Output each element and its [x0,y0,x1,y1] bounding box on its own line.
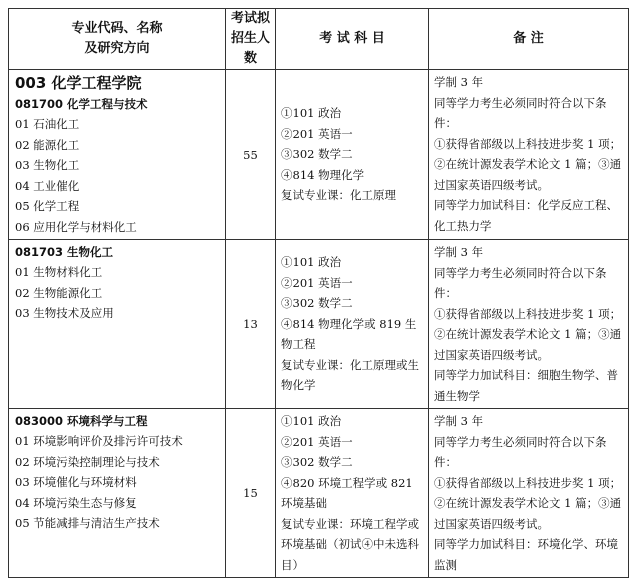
header-quota-line2: 招生人数 [230,31,270,66]
header-quota [226,9,276,70]
header-major-line2: 及研究方向 [84,41,150,56]
direction-item: 01 环境影响评价及排污许可技术 [15,434,183,448]
note-item: 学制 3 年 [434,75,484,89]
direction-item: 03 生物技术及应用 [15,306,114,320]
direction-item: 03 生物化工 [15,158,80,172]
college-title: 003 化学工程学院 [15,74,142,92]
direction-item: 04 工业催化 [15,178,80,193]
subjects-cell [276,70,429,240]
subject-item: ③302 数学二 [281,296,353,311]
subject-item: ④814 物理化学 [281,167,365,182]
note-item: 同等学力考生必须同时符合以下条件： [434,95,607,130]
direction-item: 04 环境污染生态与修复 [15,495,137,510]
major-cell [9,240,226,409]
admissions-table [8,8,629,578]
subject-item: 复试专业课：化工原理或生物化学 [281,357,419,393]
header-notes: 备 注 [429,9,629,70]
notes-cell [429,240,629,409]
note-item: 同等学力考生必须同时符合以下条件： [434,434,607,469]
table-row [9,70,629,240]
note-item: ①获得省部级以上科技进步奖 1 项； [434,306,622,321]
table-row [9,409,629,578]
direction-item: 06 应用化学与材料化工 [15,219,137,234]
subject-item: ①101 政治 [281,255,342,270]
note-item: ①获得省部级以上科技进步奖 1 项； [434,475,622,490]
header-quota-line1: 考试拟 [230,11,270,26]
notes-cell [429,70,629,240]
subject-item: 复试专业课：化工原理 [281,188,396,203]
header-major [9,9,226,70]
major-cell [9,409,226,578]
direction-item: 05 化学工程 [15,199,80,213]
subject-item: ③302 数学二 [281,455,353,469]
major-cell [9,70,226,240]
direction-item: 03 环境催化与环境材料 [15,475,137,489]
note-item: 同等学力加试科目：环境化学、环境监测 [434,537,618,572]
subject-item: 复试专业课：环境工程学或环境基础（初试④中未选科目） [281,516,419,572]
subjects-cell [276,409,429,578]
quota-cell: 15 [226,409,276,578]
major-name: 083000 环境科学与工程 [15,414,148,428]
direction-item: 05 节能减排与清洁生产技术 [15,516,160,530]
direction-item: 01 生物材料化工 [15,265,103,279]
note-item: ①获得省部级以上科技进步奖 1 项； [434,136,622,151]
major-name: 081700 化学工程与技术 [15,97,148,111]
direction-item: 02 生物能源化工 [15,285,103,300]
header-row [9,9,629,70]
direction-item: 02 能源化工 [15,137,80,152]
note-item: 同等学力加试科目：细胞生物学、普通生物学 [434,368,618,403]
subject-item: ①101 政治 [281,106,342,121]
quota-cell: 55 [226,70,276,240]
note-item: 同等学力考生必须同时符合以下条件： [434,265,607,300]
subject-item: ①101 政治 [281,414,342,428]
header-subjects: 考 试 科 目 [276,9,429,70]
subject-item: ④814 物理化学或 819 生物工程 [281,316,417,352]
subject-item: ②201 英语一 [281,126,353,141]
notes-cell [429,409,629,578]
note-item: ②在统计源发表学术论文 1 篇；③通过国家英语四级考试。 [434,496,622,531]
table-row [9,240,629,409]
subjects-cell [276,240,429,409]
subject-item: ②201 英语一 [281,434,353,449]
note-item: ②在统计源发表学术论文 1 篇；③通过国家英语四级考试。 [434,157,622,192]
direction-item: 01 石油化工 [15,117,80,131]
header-major-line1: 专业代码、名称 [71,21,163,36]
major-name: 081703 生物化工 [15,245,114,259]
quota-cell: 13 [226,240,276,409]
note-item: 学制 3 年 [434,245,484,259]
subject-item: ④820 环境工程学或 821 环境基础 [281,475,413,510]
note-item: ②在统计源发表学术论文 1 篇；③通过国家英语四级考试。 [434,327,622,362]
subject-item: ②201 英语一 [281,275,353,290]
note-item: 学制 3 年 [434,414,484,428]
note-item: 同等学力加试科目：化学反应工程、化工热力学 [434,198,618,233]
subject-item: ③302 数学二 [281,147,353,162]
direction-item: 02 环境污染控制理论与技术 [15,454,160,469]
